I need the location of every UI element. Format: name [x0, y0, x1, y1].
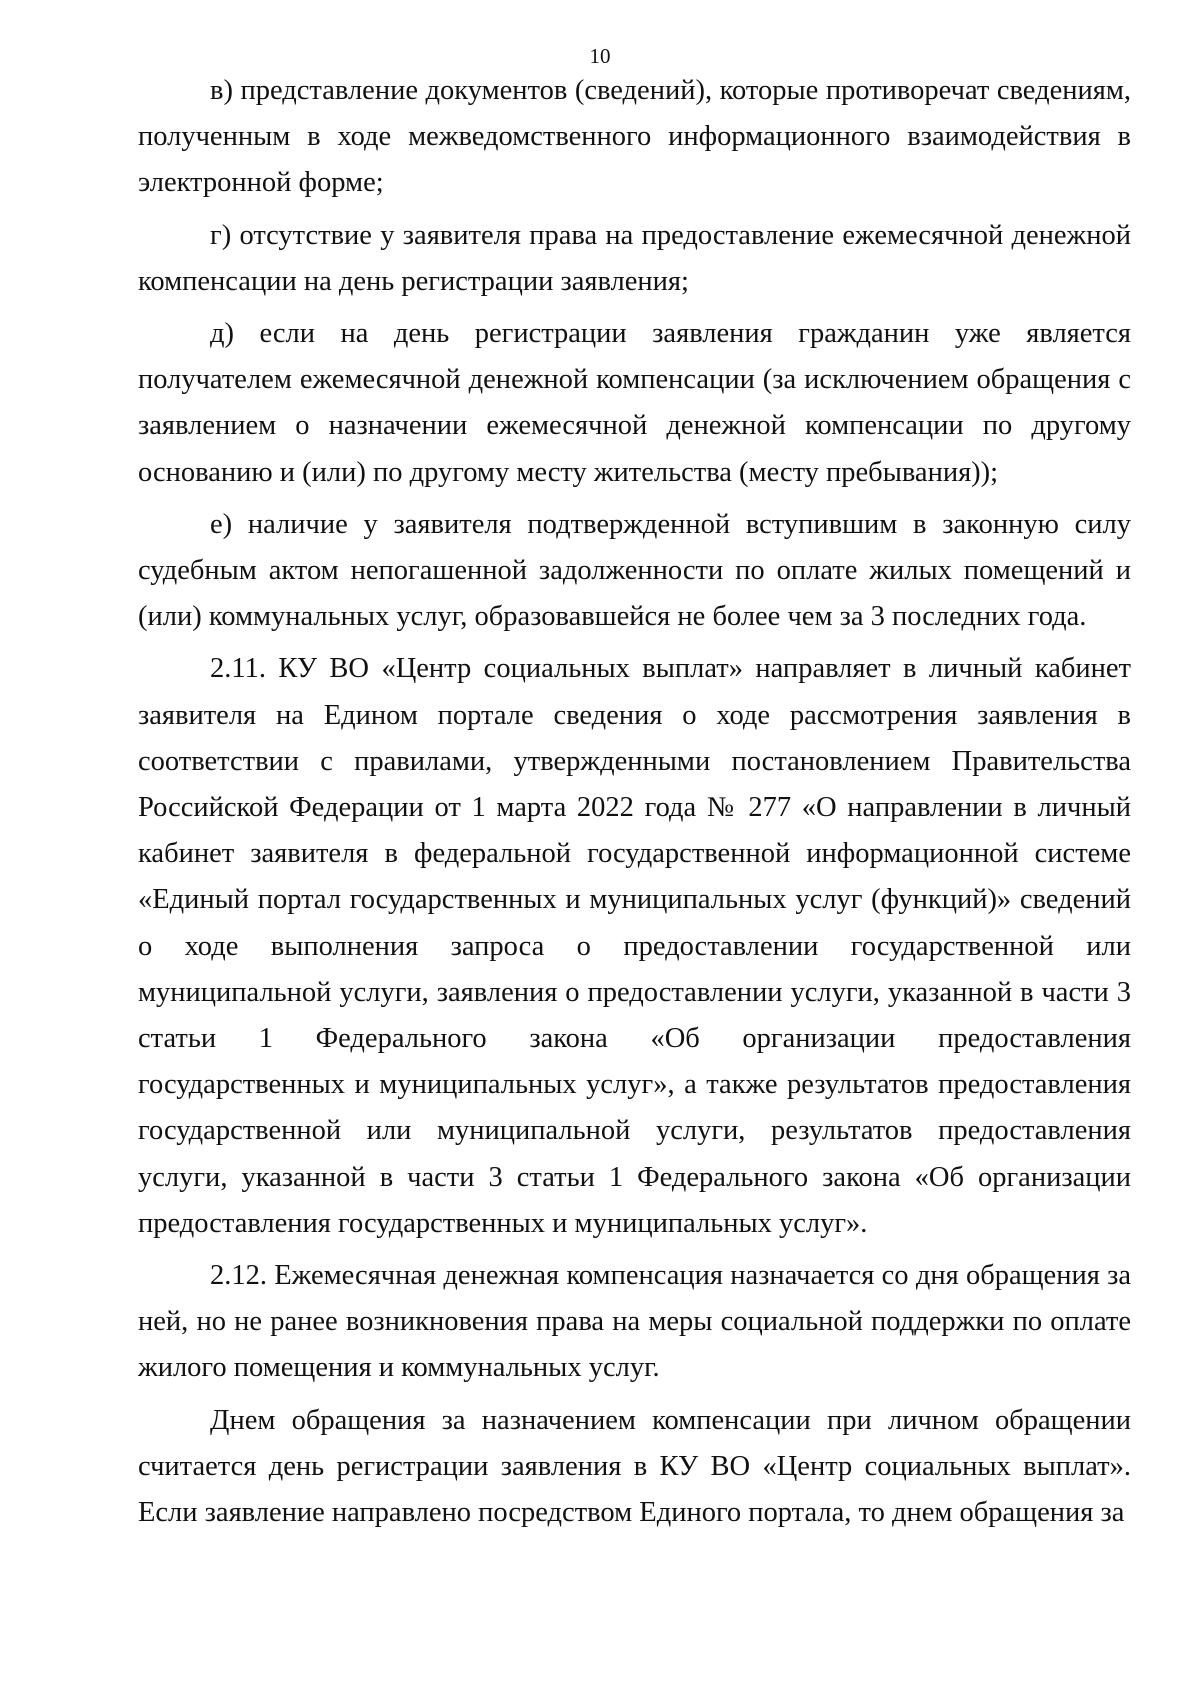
paragraph-item-d: д) если на день регистрации заявления гражданин уже является получателем ежемесячной денежной компенсации (за исключением обращения с заявлением о назначении ежемесячной денежной компенсации по другому основанию и (или) по другому месту жительства (месту пребывания));: [138, 318, 1131, 488]
paragraph-item-v: в) представление документов (сведений), которые противоречат сведениям, полученным в ходе межведомственного информационного взаимодействия в электронной форме;: [138, 75, 1131, 199]
paragraph-application-day: Днем обращения за назначением компенсации при личном обращении считается день регистрации заявления в КУ ВО «Центр социальных выплат». Если заявление направлено посредством Единого портала, то днем обращения за: [138, 1404, 1131, 1529]
paragraph-section-2-11: 2.11. КУ ВО «Центр социальных выплат» направляет в личный кабинет заявителя на Едином портале сведения о ходе рассмотрения заявления в соответствии с правилами, утвержденными постановлением Правительства Российской Федерации от 1 марта 2022 года № 277 «О направлении в личный кабинет заявителя в федеральной государственной информационной системе «Единый портал государственных и муниципальных услуг (функций)» сведений о ходе выполнения запроса о предоставлении государственной или муниципальной услуги, заявления о предоставлении услуги, указанной в части 3 статьи 1 Федерального закона «Об организации предоставления государственных и муниципальных услуг», а также результатов предоставления государственной или муниципальной услуги, результатов предоставления услуги, указанной в части 3 статьи 1 Федерального закона «Об организации предоставления государственных и муниципальных услуг».: [138, 653, 1131, 1239]
document-body: [138, 68, 1131, 1536]
paragraph-section-2-12: 2.12. Ежемесячная денежная компенсация назначается со дня обращения за ней, но не ранее возникновения права на меры социальной поддержки по оплате жилого помещения и коммунальных услуг.: [138, 1260, 1131, 1384]
paragraph-item-e: е) наличие у заявителя подтвержденной вступившим в законную силу судебным актом непогашенной задолженности по оплате жилых помещений и (или) коммунальных услуг, образовавшейся не более чем за 3 последних года.: [138, 508, 1131, 633]
page-number: 10: [589, 44, 611, 68]
paragraph-item-g: г) отсутствие у заявителя права на предоставление ежемесячной денежной компенсации на день регистрации заявления;: [138, 219, 1131, 297]
